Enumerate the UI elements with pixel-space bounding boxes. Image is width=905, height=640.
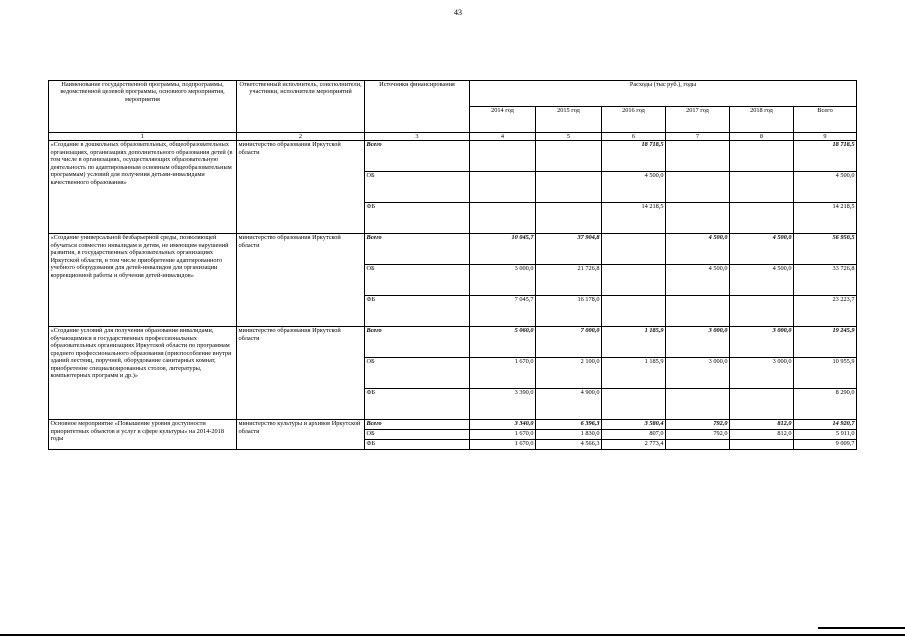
year-value (730, 389, 794, 420)
year-value: 14 218,5 (602, 203, 666, 234)
year-value: 4 500,0 (666, 265, 730, 296)
year-value: 3 000,0 (666, 327, 730, 358)
year-value: 812,0 (730, 420, 794, 430)
year-value (730, 296, 794, 327)
year-value (730, 440, 794, 450)
total-value: 8 290,0 (794, 389, 857, 420)
year-value (470, 141, 536, 172)
funding-source: ОБ (365, 430, 470, 440)
year-value (730, 203, 794, 234)
column-number: 4 (470, 133, 536, 141)
year-value: 4 500,0 (602, 172, 666, 203)
header-year: 2016 год (602, 107, 666, 133)
year-value: 4 500,0 (666, 234, 730, 265)
year-value (666, 141, 730, 172)
year-value (536, 141, 602, 172)
year-value (730, 141, 794, 172)
year-value (536, 203, 602, 234)
responsible-executor: министерство образования Иркутской области (237, 327, 365, 420)
year-value: 3 000,0 (730, 358, 794, 389)
year-value: 10 045,7 (470, 234, 536, 265)
year-value: 6 396,3 (536, 420, 602, 430)
column-number: 2 (237, 133, 365, 141)
total-value: 19 245,9 (794, 327, 857, 358)
year-value (666, 440, 730, 450)
year-value: 37 904,8 (536, 234, 602, 265)
funding-source: Всего (365, 327, 470, 358)
year-value: 21 726,8 (536, 265, 602, 296)
table-row (49, 234, 857, 265)
column-number: 3 (365, 133, 470, 141)
year-value: 1 670,0 (470, 440, 536, 450)
header-year: 2014 год (470, 107, 536, 133)
year-value: 2 100,0 (536, 358, 602, 389)
year-value: 1 185,9 (602, 327, 666, 358)
funding-source: ОБ (365, 265, 470, 296)
year-value (470, 172, 536, 203)
year-value: 7 045,7 (470, 296, 536, 327)
year-value: 807,0 (602, 430, 666, 440)
measure-name: «Создание условий для получения образования инвалидами, обучающимися в государственных профессиональных образовательных организациях Иркутской области по программам среднего профессионального образования (приспособление внутри зданий лестниц, поручней, оборудование санитарных комнат, приобретение специализированных столов, литературы, компьютерных программ и др.)» (49, 327, 237, 420)
column-number: 6 (602, 133, 666, 141)
header-name: Наименование государственной программы, подпрограммы, ведомственной целевой программы, основного мероприятия, мероприятия (49, 81, 237, 133)
funding-source: ФБ (365, 440, 470, 450)
header-year: 2015 год (536, 107, 602, 133)
year-value: 1 185,9 (602, 358, 666, 389)
column-number: 9 (794, 133, 857, 141)
page-bottom-border (0, 634, 905, 636)
year-value (602, 389, 666, 420)
year-value: 5 060,0 (470, 327, 536, 358)
year-value (666, 172, 730, 203)
funding-source: ОБ (365, 172, 470, 203)
table-row (49, 141, 857, 172)
year-value: 4 500,0 (730, 234, 794, 265)
total-value: 10 955,9 (794, 358, 857, 389)
year-value: 4 900,0 (536, 389, 602, 420)
funding-source: ФБ (365, 203, 470, 234)
table-row (49, 420, 857, 430)
year-value: 1 670,0 (470, 430, 536, 440)
total-value: 4 500,0 (794, 172, 857, 203)
year-value (730, 172, 794, 203)
column-numbers-row (49, 133, 857, 141)
page-bottom-border-right (818, 627, 905, 629)
total-value: 9 009,7 (794, 440, 857, 450)
header-year: 2018 год (730, 107, 794, 133)
header-total: Всего (794, 107, 857, 133)
year-value: 3 580,4 (602, 420, 666, 430)
year-value: 3 340,0 (470, 420, 536, 430)
measure-name: «Создание в дошкольных образовательных, общеобразовательных организациях, организациях дополнительного образования детей (в том числе в организациях, осуществляющих образовательную деятельность по адаптированным основным общеобразовательным программам) условий для получения детьми-инвалидами качественного образования» (49, 141, 237, 234)
total-value: 14 218,5 (794, 203, 857, 234)
year-value (602, 234, 666, 265)
funding-source: ОБ (365, 358, 470, 389)
column-number: 1 (49, 133, 237, 141)
column-number: 7 (666, 133, 730, 141)
responsible-executor: министерство образования Иркутской области (237, 234, 365, 327)
budget-table (48, 80, 857, 450)
table-body (49, 141, 857, 450)
header-responsible: Ответственный исполнитель, соисполнители, участники, исполнители мероприятий (237, 81, 365, 133)
funding-source: Всего (365, 420, 470, 430)
year-value: 792,0 (666, 430, 730, 440)
year-value: 1 670,0 (470, 358, 536, 389)
year-value: 792,0 (666, 420, 730, 430)
funding-source: ФБ (365, 296, 470, 327)
year-value: 3 390,0 (470, 389, 536, 420)
total-value: 33 726,8 (794, 265, 857, 296)
header-source: Источники финансирования (365, 81, 470, 133)
total-value: 23 223,7 (794, 296, 857, 327)
year-value: 3 000,0 (470, 265, 536, 296)
year-value (666, 203, 730, 234)
funding-source: ФБ (365, 389, 470, 420)
year-value: 4 500,0 (730, 265, 794, 296)
total-value: 14 920,7 (794, 420, 857, 430)
page-number: 43 (454, 8, 462, 17)
total-value: 5 911,0 (794, 430, 857, 440)
measure-name: «Создание универсальной безбарьерной среды, позволяющей обучаться совместно инвалидам и детям, не имеющим нарушений развития, в государственных образовательных организациях Иркутской области, в том числе приобретение адаптированного учебного оборудования для детей-инвалидов для организации коррекционной работы и обучения детей-инвалидов» (49, 234, 237, 327)
year-value: 2 773,4 (602, 440, 666, 450)
year-value: 18 718,5 (602, 141, 666, 172)
year-value (666, 389, 730, 420)
total-value: 56 950,5 (794, 234, 857, 265)
funding-source: Всего (365, 234, 470, 265)
year-value: 7 000,0 (536, 327, 602, 358)
year-value: 1 830,0 (536, 430, 602, 440)
year-value: 812,0 (730, 430, 794, 440)
year-value (602, 265, 666, 296)
responsible-executor: министерство культуры и архивов Иркутской области (237, 420, 365, 450)
year-value: 4 566,3 (536, 440, 602, 450)
total-value: 18 718,5 (794, 141, 857, 172)
year-value (470, 203, 536, 234)
year-value (536, 172, 602, 203)
year-value: 3 000,0 (666, 358, 730, 389)
funding-source: Всего (365, 141, 470, 172)
year-value (666, 296, 730, 327)
column-number: 5 (536, 133, 602, 141)
table-row (49, 327, 857, 358)
year-value (602, 296, 666, 327)
year-value: 16 178,0 (536, 296, 602, 327)
measure-name: Основное мероприятие «Повышение уровня доступности приоритетных объектов и услуг в сфере культуры» на 2014-2018 годы (49, 420, 237, 450)
column-number: 8 (730, 133, 794, 141)
responsible-executor: министерство образования Иркутской области (237, 141, 365, 234)
year-value: 3 000,0 (730, 327, 794, 358)
header-expenses: Расходы (тыс руб.), годы (470, 81, 857, 107)
header-year: 2017 год (666, 107, 730, 133)
